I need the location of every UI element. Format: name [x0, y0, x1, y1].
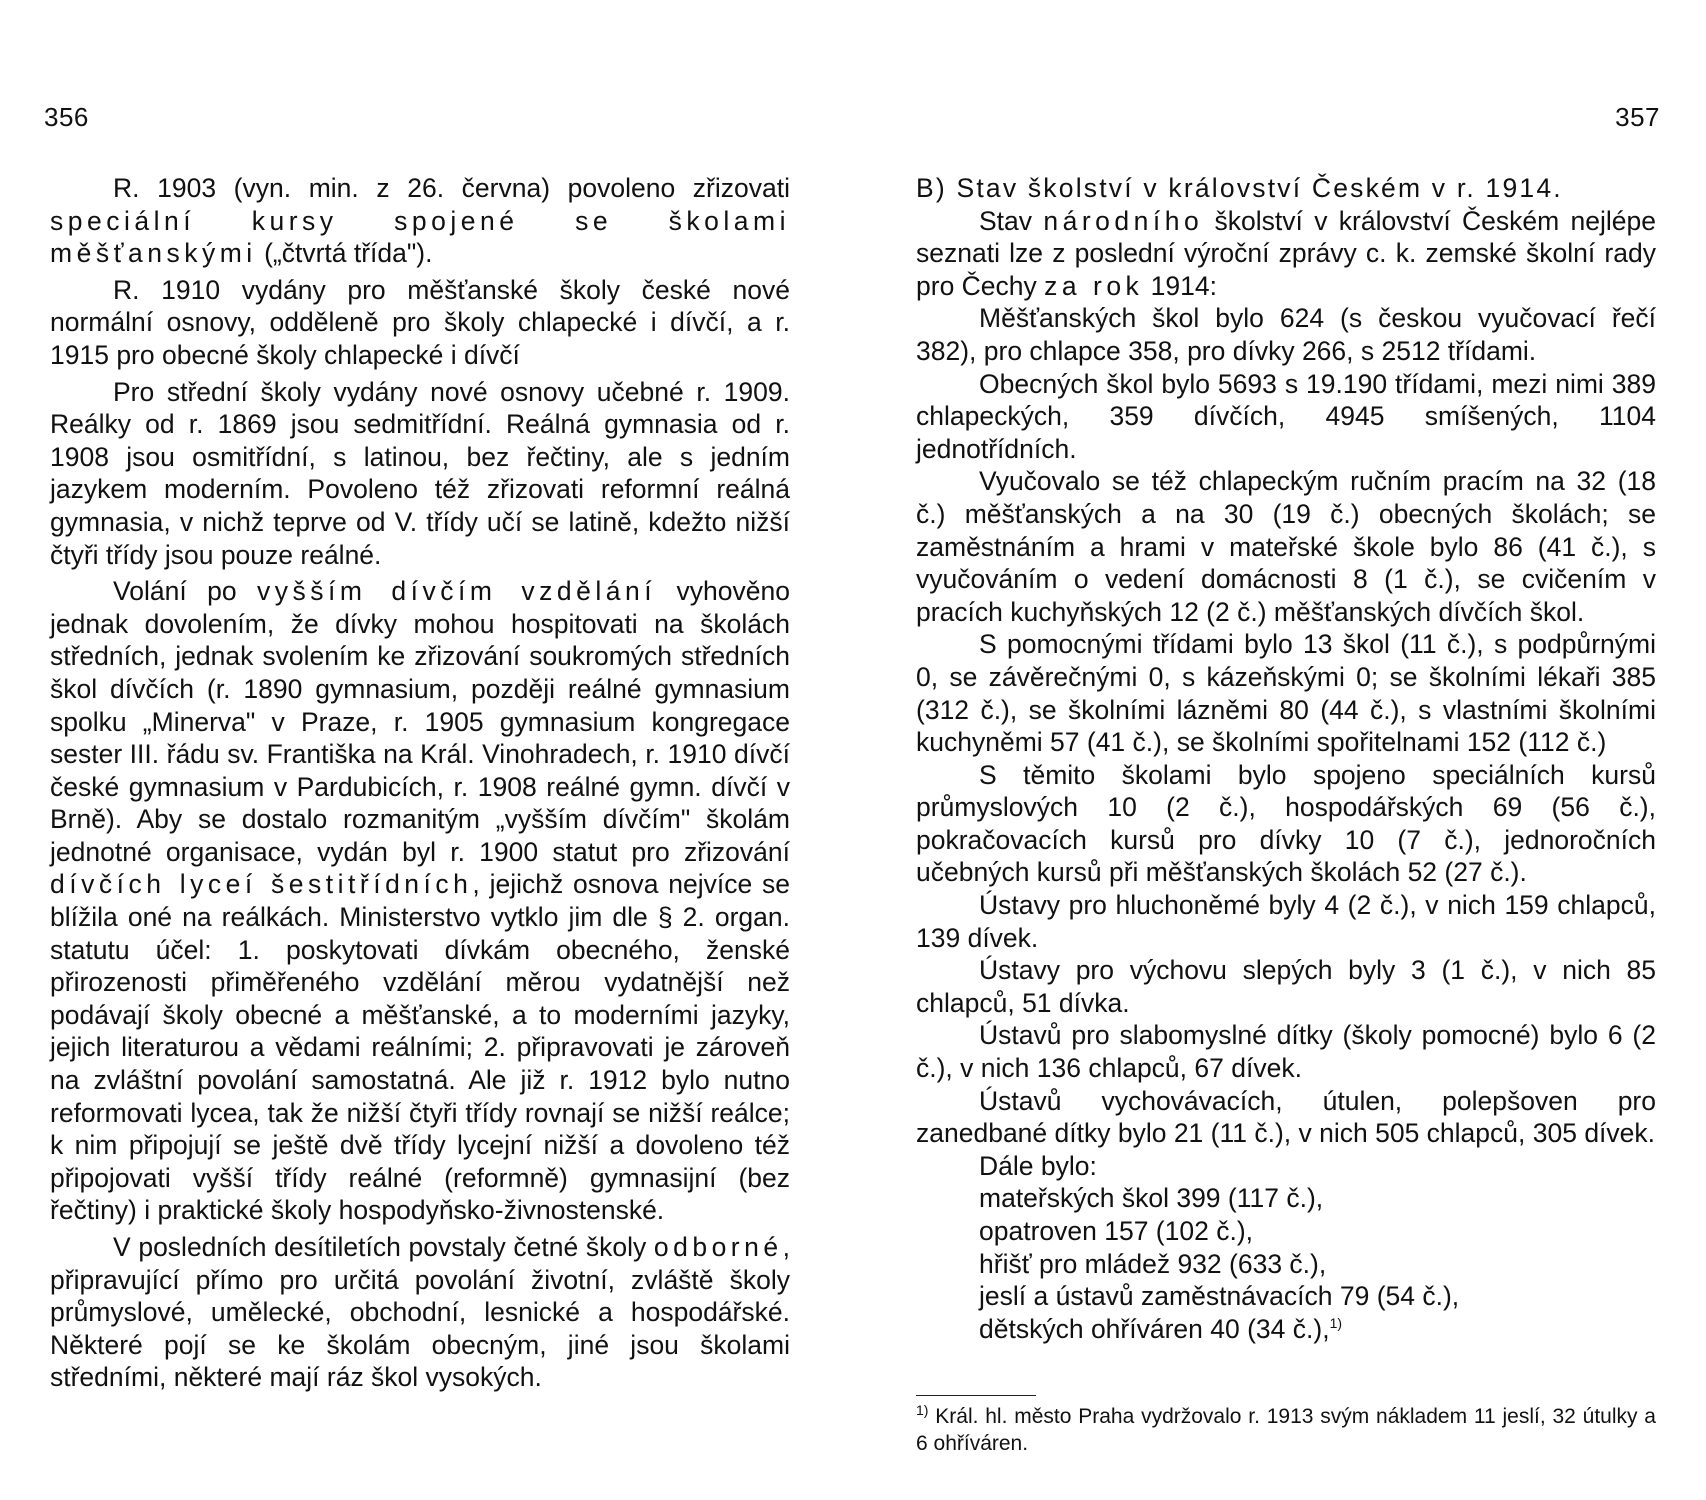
paragraph: R. 1903 (vyn. min. z 26. června) povoleno zřizovati speciální kursy spojené se školami měšťanskými („čtvrtá třída").: [50, 173, 790, 269]
paragraph: Obecných škol bylo 5693 s 19.190 třídami, mezi nimi 389 chlapeckých, 359 dívčích, 4945 smíšených, 1104 jednotřídních.: [916, 368, 1656, 464]
paragraph: S těmito školami bylo spojeno speciálních kursů průmyslových 10 (2 č.), hospodářských 69 (56 č.), pokračovacích kursů pro dívky 10 (7 č.), jednoročních učebných kursů při měšťanských školách 52 (27 č.).: [916, 759, 1656, 888]
page-number: 357: [1615, 102, 1660, 132]
spaced-emphasis: vyšším dívčím vzdělání: [257, 576, 657, 607]
paragraph: Ústavy pro výchovu slepých byly 3 (1 č.), v nich 85 chlapců, 51 dívka.: [916, 955, 1656, 1018]
text-column: [50, 172, 790, 1394]
paragraph: S pomocnými třídami bylo 13 škol (11 č.), s podpůrnými 0, se závěrečnými 0, s kázeňskými 0; se školními lékaři 385 (312 č.), se školními lázněmi 80 (44 č.), s vlastními školními kuchyněmi 57 (41 č.), se školními spořitelnami 152 (112 č.): [916, 629, 1656, 758]
list-item: mateřských škol 399 (117 č.),: [979, 1183, 1324, 1214]
paragraph: Pro střední školy vydány nové osnovy učebné r. 1909. Reálky od r. 1869 jsou sedmitřídní. Reálná gymnasia od r. 1908 jsou osmitřídní, s latinou, bez řečtiny, ale s jedním jazykem moderním. Povoleno též zřizovati reformní reálná gymnasia, v nichž teprve od V. třídy učí se latině, kdežto nižší čtyři třídy jsou pouze reálné.: [50, 376, 790, 570]
footnote: $^{1)}$ Král. hl. město Praha vydržovalo r. 1913 svým nákladem 11 jeslí, 32 útulky a 6 ohříváren.: [916, 1402, 1656, 1455]
spaced-emphasis: národního: [1043, 205, 1204, 236]
paragraph: Dále bylo:: [979, 1150, 1097, 1181]
list-item: jeslí a ústavů zaměstnávacích 79 (54 č.),: [979, 1281, 1460, 1312]
paragraph: Měšťanských škol bylo 624 (s českou vyučovací řečí 382), pro chlapce 358, pro dívky 266, s 2512 třídami.: [916, 303, 1656, 366]
list-item: opatroven 157 (102 č.),: [979, 1216, 1254, 1246]
page-number: 356: [44, 102, 89, 132]
spaced-emphasis: speciální kursy spojené se školami měšťanskými: [50, 205, 790, 269]
footnote-marker: 1): [916, 1402, 929, 1418]
list-item: dětských ohříváren 40 (34 č.),$^{1)}$: [979, 1313, 1343, 1344]
paragraph: Volání po vyšším dívčím vzdělání vyhověno jednak dovolením, že dívky mohou hospitovati na školách středních, jednak svolením ke zřizování soukromých středních škol dívčích (r. 1890 gymnasium, později reálné gymnasium spolku „Minerva" v Praze, r. 1905 gymnasium kongregace sester III. řádu sv. Františka na Král. Vinohradech, r. 1910 dívčí české gymnasium v Pardubicích, r. 1908 reálné gymn. dívčí v Brně). Aby se dostalo rozmanitým „vyšším dívčím" školám jednotné organisace, vydán byl r. 1900 statut pro zřizování dívčích lyceí šestitřídních, jejichž osnova nejvíce se blížila oné na reálkách. Ministerstvo vytklo jim dle § 2. organ. statutu účel: 1. poskytovati dívkám obecného, ženské přirozenosti přiměřeného vzdělání měrou vydatnější než podávají školy obecné a měšťanské, a to moderními jazyky, jejich literaturou a vědami reálními; 2. připravovati je zároveň na zvláštní povolání samostatná. Ale již r. 1912 bylo nutno reformovati lycea, tak že nižší čtyři třídy rovnají se nižší reálce; k nim připojují se ještě dvě třídy lycejní nižší a dovoleno též připojovati vyšší třídy reálné (reformně) gymnasijní (bez řečtiny) i praktické školy hospodyňsko-živnostenské.: [50, 576, 791, 1226]
paragraph: Vyučovalo se též chlapeckým ručním pracím na 32 (18 č.) měšťanských a na 30 (19 č.) obecných školách; se zaměstnáním a hrami v mateřské škole bylo 86 (41 č.), s vyučováním o vedení domácnosti 8 (1 č.), se cvičením v pracích kuchyňských 12 (2 č.) měšťanských dívčích škol.: [916, 466, 1656, 627]
paragraph: Stav národního školství v království Českém nejlépe seznati lze z poslední výroční zprávy c. k. zemské školní rady pro Čechy za rok 1914:: [916, 205, 1657, 301]
footnote-ref: 1): [1329, 1314, 1343, 1331]
list-item: hřišť pro mládež 932 (633 č.),: [979, 1248, 1327, 1279]
paragraph: V posledních desítiletích povstaly četné školy odborné, připravující přímo pro určitá povolání životní, zvláště školy průmyslové, umělecké, obchodní, lesnické a hospodářské. Některé pojí se ke školám obecným, jiné jsou školami středními, některé mají ráz škol vysokých.: [50, 1232, 790, 1393]
paragraph: Ústavů vychovávacích, útulen, polepšoven pro zanedbané dítky bylo 21 (11 č.), v nich 505 chlapců, 305 dívek.: [916, 1085, 1656, 1149]
footnote-rule: [916, 1395, 1036, 1396]
section-heading: B) Stav školství v království Českém v r. 1914.: [916, 173, 1563, 203]
spaced-emphasis: dívčích lyceí šestitřídních: [50, 869, 473, 900]
right-page: [853, 0, 1706, 1500]
paragraph: Ústavů pro slabomyslné dítky (školy pomocné) bylo 6 (2 č.), v nich 136 chlapců, 67 dívek.: [916, 1020, 1656, 1084]
paragraph: Ústavy pro hluchoněmé byly 4 (2 č.), v nich 159 chlapců, 139 dívek.: [916, 890, 1656, 953]
spaced-emphasis: za rok: [1044, 270, 1144, 301]
paragraph: R. 1910 vydány pro měšťanské školy české nové normální osnovy, odděleně pro školy chlapecké i dívčí, a r. 1915 pro obecné školy chlapecké i dívčí: [50, 274, 790, 370]
spaced-emphasis: odborné: [653, 1232, 783, 1262]
text-column: [916, 172, 1656, 1345]
